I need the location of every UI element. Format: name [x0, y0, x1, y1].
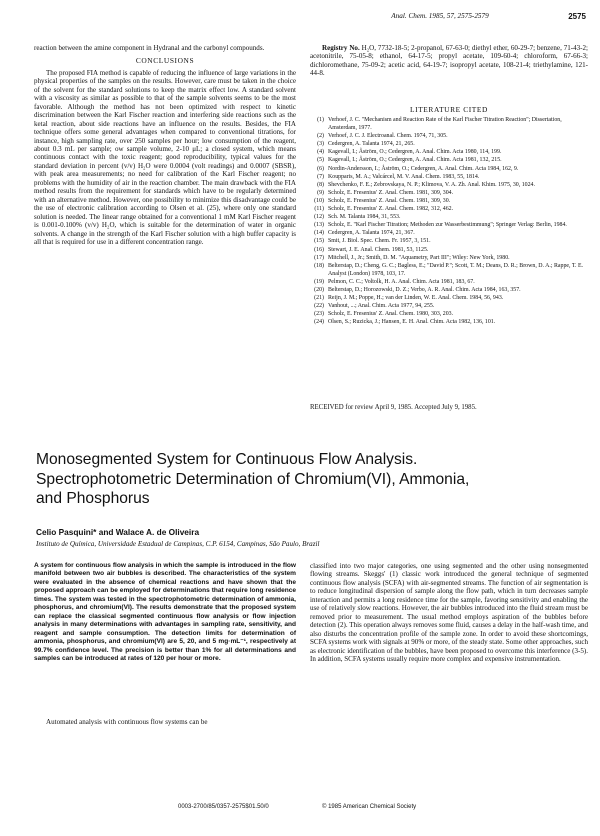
reference-number: (7): [317, 173, 324, 180]
reference-text: Vanhout, ...; Anal. Chim. Acta 1977, 94, 255.: [328, 303, 435, 310]
reference-number: (13): [314, 222, 324, 229]
reference-number: (5): [317, 157, 324, 164]
reference-number: (1): [317, 117, 324, 123]
reference-item: [310, 205, 588, 213]
reference-text: Kagevall, I.; Åström, O.; Cedergren, A. Anal. Chim. Acta 1981, 132, 215.: [328, 157, 502, 164]
intro-left-column: [34, 718, 296, 726]
reference-text: Verhoef, J. C. "Mechanism and Reaction Rate of the Karl Fischer Titration Reaction"; Dissertation, Amsterdam, 1977.: [328, 117, 562, 132]
reference-number: (18): [314, 262, 324, 269]
affiliation: Instituto de Química, Universidade Estadual de Campinas, C.P. 6154, Campinas, São Paulo, Brazil: [36, 540, 320, 548]
reference-text: Nordin-Andersson, I.; Åström, O.; Cedergren, A. Anal. Chim. Acta 1984, 162, 9.: [328, 165, 519, 172]
reference-number: (14): [314, 230, 324, 237]
intro-right-column: [310, 562, 588, 663]
reference-item: [310, 140, 588, 148]
reference-text: Kagevall, I.; Åström, O.; Cedergren, A. Anal. Chim. Acta 1980, 114, 199.: [328, 149, 502, 156]
reference-number: (20): [314, 286, 324, 293]
reference-text: Stewart, J. E. Anal. Chem. 1981, 53, 1125.: [328, 246, 429, 253]
reference-item: [310, 148, 588, 156]
reference-item: [310, 294, 588, 302]
reference-item: [310, 229, 588, 237]
received-line: RECEIVED for review April 9, 1985. Accepted July 9, 1985.: [310, 404, 477, 411]
reference-item: [310, 262, 588, 278]
intro-body-text: classified into two major categories, one using segmented and the other using nonsegmented flowing streams. Skeggs' (1) classic work introduced the general technique of segmented continuous flow analysis (SCFA) with air-segmented streams. The function of air segmentation is to reduce longitudinal dispersion of sample along the flow path, which in turn decreases sample interaction and permits a long residence time for the sample, favoring sensitivity and enabling the use of relatively slow reactions. However, the air bubbles introduced into the fluid stream must be removed prior to measurement. The usual method employs aspiration of the bubbles before detection (2). This operation always removes some fluid, causes a delay in the half-wash time, and also disturbs the concentration profile of the sample zone. In order to avoid these shortcomings, SCFA systems work with signals at 90% or more, of the steady state. Some other approaches, such as electronic identification of the bubbles, have been proposed to overcome this interference (3-5). In addition, SCFA systems usually require more complex and expensive instrumentation.: [310, 562, 588, 663]
reference-number: (11): [314, 206, 324, 213]
conclusions-heading: CONCLUSIONS: [135, 56, 195, 66]
reference-item: [310, 156, 588, 164]
reference-text: Scholz, E. Fresenius' Z. Anal. Chem. 1981, 309, 304.: [328, 189, 454, 196]
title-line: Spectrophotometric Determination of Chromium(VI), Ammonia,: [36, 470, 470, 488]
reference-number: (2): [317, 133, 324, 140]
reference-item: [310, 246, 588, 254]
reference-number: (23): [314, 311, 324, 318]
author-list: Celio Pasquini* and Walace A. de Oliveira: [36, 527, 200, 537]
reference-item: [310, 278, 588, 286]
reference-item: [310, 286, 588, 294]
reference-item: [310, 116, 588, 132]
reference-text: Belterstap, D.; Cheng, G. C.; Bagless, E.; "David P."; Scott, T. M.; Deans, D. R.; Brown, D. A.; Rappe, T. E. Analyst (London) 1978, 103, 17.: [328, 262, 584, 277]
reference-text: Scholz, E. Fresenius' Z. Anal. Chem. 1982, 312, 462.: [328, 206, 454, 213]
copyright: © 1985 American Chemical Society: [322, 804, 417, 810]
reference-number: (10): [314, 197, 324, 204]
reference-number: (3): [317, 141, 324, 148]
conclusions-text: The proposed FIA method is capable of reducing the influence of large variations in the physical properties of the samples on the results. However, care must be taken in the choice of the solvent for the standard solutions to keep the matrix effect low. A standard solvent with a viscosity as similar as possible to that of the sample solvents seems to be the most favorable. Although the method has not been optimized with respect to kinetic discrimination between the Karl Fischer reaction and interfering side reactions such as the ketal reaction, about side reactions have an influence on the results. Besides, the FIA technique offers some general advantages when compared to conventional titrations, for instance, high sampling rate, over 250 samples per hour; low consumption of the reagent, about 0.3 mL per sample; ow sample volume, 2-10 μL; a closed system, which means continuous contact with the toxic reagent; good reproducibility, typical values for the standard deviation in percent (v/v) H₂O were 0.0004 (volt readings) and 0.0007 (SBSR), with peak area measurements; no need for calibration of the Karl Fischer reagent; no problems with the humidity of air in the reaction chamber. The main drawback with the FIA method results from the requirement for standards which have to be regularly determined with an alternative method. However, one possibility to minimize this disadvantage could be the use of electronic calibration according to Olsen et al. (25), where only one standard solution is needed. The linear range obtained for a conventional 1 mM Karl Fischer reagent is 0.001-0.100% (v/v) H₂O, which is suitable for the determination of water in organic solvents. A change in the strength of the Karl Fischer solution with a high buffer capacity is all that is required for use in a different concentration range.: [34, 68, 296, 246]
title-line: Monosegmented System for Continuous Flow Analysis.: [36, 451, 418, 468]
reference-text: Koupparis, M. A.; Valcárcel, M. V. Anal. Chem. 1983, 55, 1814.: [328, 173, 480, 180]
reference-text: Scholz, E. "Karl Fischer Titration; Methoden zur Wasserbestimmung"; Springer Verlag: Berlin, 1984.: [328, 222, 567, 229]
reference-text: Scholz, E. Fresenius' Z. Anal. Chem. 1981, 309, 30.: [328, 197, 451, 204]
reference-number: (17): [314, 254, 324, 261]
reference-number: (6): [317, 165, 324, 172]
reference-text: Mitchell, J., Jr.; Smith, D. M. "Aquametry, Part III"; Wiley: New York, 1980.: [328, 254, 510, 261]
reference-item: [310, 173, 588, 181]
reference-list: [310, 116, 588, 326]
reference-number: (24): [314, 319, 324, 326]
reference-text: Smit, J. Biol. Spec. Chem. Fr. 1957, 3, 151.: [328, 238, 431, 245]
page-header: [0, 12, 600, 32]
literature-heading: LITERATURE CITED: [410, 105, 488, 114]
reference-text: Pelmon, C. C.; Voltolk, H. A. Anal. Chim. Acta 1981, 183, 67.: [328, 278, 475, 285]
registry-block: [310, 44, 588, 78]
reference-text: Verhoef, J. C. J. Electroanal. Chem. 1974, 71, 305.: [328, 133, 448, 140]
abstract: A system for continuous flow analysis in which the sample is introduced in the flow manifold between two air bubbles is described. The characteristics of the system were evaluated in the absence of chemical reactions and have shown that the proposed approach can be employed for determinations that require long residence times. The system was tested in the spectrophotometric determination of ammonia, phosphorus, and chromium(VI). The results demonstrate that the proposed system can replace the classical segmented continuous flow analysis or flow injection analysis in many determinations with advantages in sampling rate, sensitivity, and reagent and sample consumption. The detection limits for determination of ammonia, phosphorus, and chromium(VI) are 5, 20, and 5 mg·mL⁻¹, respectively at 99.7% confidence level. The precision is better than 1% for all determinations and samples can be introduced at rates of 120 per hour or more.: [34, 562, 296, 662]
reference-item: [310, 213, 588, 221]
reference-number: (15): [314, 238, 324, 245]
reference-item: [310, 254, 588, 262]
reference-text: Shevchenko, F. E.; Zebrovskaya, N. P.; Klimova, V. A. Zh. Anal. Khim. 1975, 30, 1024.: [328, 181, 535, 188]
registry-text: H₂O, 7732-18-5; 2-propanol, 67-63-0; diethyl ether, 60-29-7; benzene, 71-43-2; acetonitrile, 75-05-8; ethanol, 64-17-5; propyl acetate, 109-60-4; chloroform, 67-66-3; dichloromethane, 75-09-2; acetic acid, 64-19-7; isopropyl acetate, 108-21-4; triethylamine, 121-44-8.: [310, 44, 588, 78]
reference-number: (9): [317, 189, 324, 196]
reference-number: (16): [314, 246, 324, 253]
reference-item: [310, 197, 588, 205]
reference-text: Cedergren, A. Talanta 1974, 21, 367.: [328, 230, 415, 237]
reference-item: [310, 165, 588, 173]
prev-article-left-column: [34, 44, 296, 246]
reference-item: [310, 310, 588, 318]
reference-number: (22): [314, 303, 324, 310]
reference-number: (4): [317, 149, 324, 156]
reference-text: Reijn, J. M.; Poppe, H.; van der Linden, W. E. Anal. Chem. 1984, 56, 943.: [328, 295, 504, 302]
reference-item: [310, 181, 588, 189]
reference-item: [310, 221, 588, 229]
reference-text: Sch. M. Talanta 1984, 31, 553.: [328, 214, 401, 221]
article-title: [36, 450, 576, 509]
reference-number: (8): [317, 181, 324, 188]
reference-text: Cedergren, A. Talanta 1974, 21, 265.: [328, 141, 415, 148]
reference-number: (19): [314, 278, 324, 285]
intro-first-line: Automated analysis with continuous flow systems can be: [46, 718, 208, 726]
reference-text: Olsen, S.; Ruzicka, J.; Hansen, E. H. Anal. Chim. Acta 1982, 136, 101.: [328, 319, 496, 326]
reference-item: [310, 237, 588, 245]
reference-number: (21): [314, 295, 324, 302]
reference-text: Belterstap, D.; Horozowski, D. Z.; Verbo, A. R. Anal. Chim. Acta 1984, 163, 357.: [328, 286, 521, 293]
journal-citation: Anal. Chem. 1985, 57, 2575-2579: [391, 12, 489, 20]
reference-item: [310, 132, 588, 140]
reference-text: Scholz, E. Fresenius' Z. Anal. Chem. 1980, 303, 203.: [328, 311, 454, 318]
registry-label: Registry No.: [322, 44, 360, 52]
prev-intro-text: reaction between the amine component in Hydranal and the carbonyl compounds.: [34, 44, 265, 52]
title-line: and Phosphorus: [36, 490, 150, 507]
reference-item: [310, 189, 588, 197]
doi-code: 0003-2700/85/0357-2575$01.50/0: [178, 804, 269, 810]
reference-number: (12): [314, 214, 324, 221]
page-number: 2575: [568, 12, 586, 21]
reference-item: [310, 318, 588, 326]
reference-item: [310, 302, 588, 310]
